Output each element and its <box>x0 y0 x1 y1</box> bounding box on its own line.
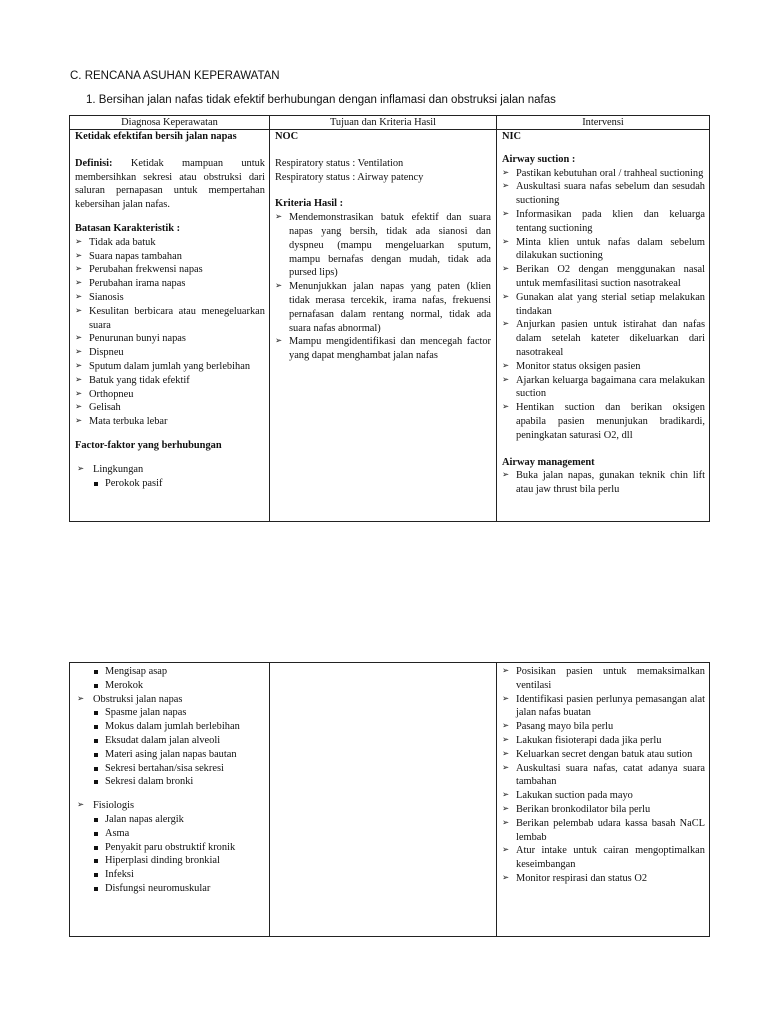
list-item: ➢ Pastikan kebutuhan oral / trahheal suctioning <box>502 167 705 181</box>
list-item: ➢ Lakukan suction pada mayo <box>502 789 705 803</box>
list-item: ➢ Identifikasi pasien perlunya pemasangan alat jalan nafas buatan <box>502 693 705 721</box>
list-item: ➢ Pasang mayo bila perlu <box>502 720 705 734</box>
fisiologis-group <box>75 799 265 813</box>
noc-line: Respiratory status : Airway patency <box>275 171 424 183</box>
noc-line: Respiratory status : Ventilation <box>275 157 404 169</box>
care-plan-table-continued <box>69 662 710 937</box>
list-item: ➢ Menunjukkan jalan napas yang paten (klien tidak merasa tercekik, irama nafas, frekuensi pernafasan dalam rentang normal, tidak ada suara nafas abnormal) <box>275 280 491 335</box>
list-item: ➢ Keluarkan secret dengan batuk atau sution <box>502 748 705 762</box>
header-intervensi: Intervensi <box>582 117 624 128</box>
list-item: Penyakit paru obstruktif kronik <box>93 841 265 855</box>
list-item: ➢ Lakukan fisioterapi dada jika perlu <box>502 734 705 748</box>
list-item: ➢ Berikan O2 dengan menggunakan nasal untuk memfasilitasi suction nasotrakeal <box>502 263 705 291</box>
fisiologis-list <box>75 813 265 896</box>
list-item: ➢ Perubahan frekwensi napas <box>75 263 265 277</box>
kriteria-label: Kriteria Hasil : <box>275 198 344 210</box>
list-item: Spasme jalan napas <box>93 706 265 720</box>
faktor-label: Factor-faktor yang berhubungan <box>75 439 222 451</box>
airway-suction-list <box>502 167 705 443</box>
list-item: ➢ Buka jalan napas, gunakan teknik chin lift atau jaw thrust bila perlu <box>502 469 705 497</box>
list-item: Sekresi bertahan/sisa sekresi <box>93 762 265 776</box>
nic-label: NIC <box>502 131 522 142</box>
column-divider <box>269 116 270 521</box>
list-item: ➢ Informasikan pada klien dan keluarga tentang suctioning <box>502 208 705 236</box>
list-item: ➢ Batuk yang tidak efektif <box>75 374 265 388</box>
list-item: Perokok pasif <box>93 477 265 491</box>
list-item: ➢ Anjurkan pasien untuk istirahat dan nafas dalam setelah kateter dikeluarkan dari nasotrakeal <box>502 318 705 359</box>
list-item: ➢ Atur intake untuk cairan mengoptimalkan keseimbangan <box>502 844 705 872</box>
list-item: ➢ Lingkungan <box>75 463 265 477</box>
definisi-label: Definisi: <box>75 157 113 169</box>
list-item: Disfungsi neuromuskular <box>93 882 265 896</box>
list-item: ➢ Monitor respirasi dan status O2 <box>502 872 705 886</box>
airway-suction-label: Airway suction : <box>502 153 576 165</box>
definisi <box>75 157 265 212</box>
list-item: ➢ Posisikan pasien untuk memaksimalkan ventilasi <box>502 665 705 693</box>
list-item: ➢ Sputum dalam jumlah yang berlebihan <box>75 360 265 374</box>
obstruksi-list <box>75 706 265 789</box>
list-item: ➢ Sianosis <box>75 291 265 305</box>
list-item: ➢ Penurunan bunyi napas <box>75 332 265 346</box>
list-item: ➢ Suara napas tambahan <box>75 250 265 264</box>
list-item: ➢ Tidak ada batuk <box>75 236 265 250</box>
list-item: Hiperplasi dinding bronkial <box>93 854 265 868</box>
airway-management-list-continued <box>502 665 705 886</box>
intervensi-column <box>502 130 705 497</box>
header-tujuan: Tujuan dan Kriteria Hasil <box>329 117 437 128</box>
batasan-list <box>75 236 265 429</box>
list-item: ➢ Berikan bronkodilator bila perlu <box>502 803 705 817</box>
list-item: ➢ Ajarkan keluarga bagaimana cara melakukan suction <box>502 374 705 402</box>
section-title: C. RENCANA ASUHAN KEPERAWATAN <box>70 70 280 82</box>
list-item: ➢ Orthopneu <box>75 388 265 402</box>
list-item: ➢ Mampu mengidentifikasi dan mencegah factor yang dapat menghambat jalan nafas <box>275 335 491 363</box>
diagnosa-column-continued <box>75 665 265 896</box>
list-item: ➢ Kesulitan berbicara atau menegeluarkan suara <box>75 305 265 333</box>
list-item: Jalan napas alergik <box>93 813 265 827</box>
obstruksi-group <box>75 693 265 707</box>
column-divider <box>496 663 497 936</box>
list-item: ➢ Monitor status oksigen pasien <box>502 360 705 374</box>
column-divider <box>496 116 497 521</box>
list-item: ➢ Fisiologis <box>75 799 265 813</box>
lingkungan-list-continued <box>75 665 265 693</box>
list-item: Merokok <box>93 679 265 693</box>
lingkungan-list <box>75 477 265 491</box>
airway-management-list <box>502 469 705 497</box>
list-item: ➢ Auskultasi suara nafas sebelum dan sesudah suctioning <box>502 180 705 208</box>
subsection-title: 1. Bersihan jalan nafas tidak efektif berhubungan dengan inflamasi dan obstruksi jalan nafas <box>86 94 556 106</box>
list-item: Eksudat dalam jalan alveoli <box>93 734 265 748</box>
list-item: ➢ Mendemonstrasikan batuk efektif dan suara napas yang bersih, tidak ada sianosi dan dyspneu (mampu mengeluarkan sputum, mampu bernafas dengan mudah, tidak ada pursed lips) <box>275 211 491 280</box>
batasan-label: Batasan Karakteristik : <box>75 222 181 234</box>
tujuan-column <box>275 130 491 363</box>
faktor-list <box>75 463 265 477</box>
list-item: Asma <box>93 827 265 841</box>
list-item: ➢ Obstruksi jalan napas <box>75 693 265 707</box>
list-item: ➢ Gunakan alat yang sterial setiap melakukan tindakan <box>502 291 705 319</box>
column-divider <box>269 663 270 936</box>
list-item: ➢ Dispneu <box>75 346 265 360</box>
list-item: Mokus dalam jumlah berlebihan <box>93 720 265 734</box>
list-item: ➢ Perubahan irama napas <box>75 277 265 291</box>
list-item: Sekresi dalam bronki <box>93 775 265 789</box>
intervensi-column-continued <box>502 665 705 886</box>
airway-management-label: Airway management <box>502 456 595 468</box>
list-item: ➢ Minta klien untuk nafas dalam sebelum dilakukan suctioning <box>502 236 705 264</box>
list-item: Materi asing jalan napas bautan <box>93 748 265 762</box>
list-item: ➢ Mata terbuka lebar <box>75 415 265 429</box>
header-diagnosa: Diagnosa Keperawatan <box>121 117 218 128</box>
list-item: ➢ Berikan pelembab udara kassa basah NaCL lembab <box>502 817 705 845</box>
diagnosa-title: Ketidak efektifan bersih jalan napas <box>75 131 237 142</box>
kriteria-list <box>275 211 491 363</box>
list-item: Mengisap asap <box>93 665 265 679</box>
definisi-text: Ketidak mampuan untuk membersihkan sekresi atau obstruksi dari saluran pernapasan untuk mempertahan kebersihan jalan nafas. <box>75 157 265 211</box>
list-item: ➢ Auskultasi suara nafas, catat adanya suara tambahan <box>502 762 705 790</box>
list-item: ➢ Gelisah <box>75 401 265 415</box>
list-item: Infeksi <box>93 868 265 882</box>
noc-label: NOC <box>275 131 299 142</box>
list-item: ➢ Hentikan suction dan berikan oksigen apabila pasien menunjukan bradikardi, peningkatan saturasi O2, dll <box>502 401 705 442</box>
care-plan-table <box>69 115 710 522</box>
diagnosa-column <box>75 130 265 490</box>
